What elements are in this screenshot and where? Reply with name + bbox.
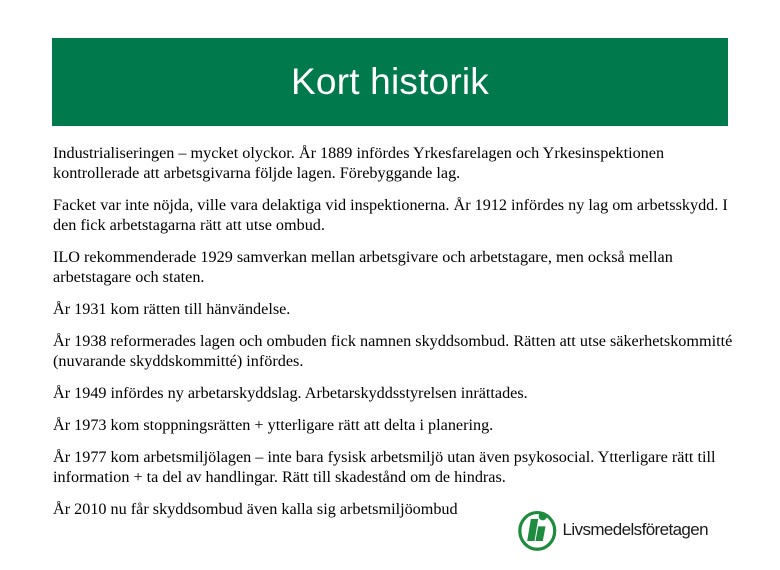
logo-wordmark: Livsmedelsföretagen <box>562 520 708 539</box>
paragraph-1931: År 1931 kom rätten till hänvändelse. <box>53 300 291 318</box>
title-banner <box>52 38 728 126</box>
paragraph-1929: ILO rekommenderade 1929 samverkan mellan arbetsgivare och arbetstagare, men också mellan arbetstagare och staten. <box>53 248 673 286</box>
slide-body <box>53 143 733 531</box>
slide-title: Kort historik <box>291 61 489 102</box>
paragraph-1949: År 1949 infördes ny arbetarskyddslag. Arbetarskyddsstyrelsen inrättades. <box>53 384 528 402</box>
paragraph-1973: År 1973 kom stoppningsrätten + ytterligare rätt att delta i planering. <box>53 416 494 434</box>
paragraph-1977: År 1977 kom arbetsmiljölagen – inte bara fysisk arbetsmiljö utan även psykosocial. Ytterligare rätt till information + ta del av handlingar. Rätt till skadestånd om de hindras. <box>53 448 716 486</box>
livsmedelsforetagen-logo <box>518 505 708 555</box>
paragraph-1912: Facket var inte nöjda, ville vara delaktiga vid inspektionerna. År 1912 infördes ny lag om arbetsskydd. I den fick arbetstagarna rätt att utse ombud. <box>53 196 728 234</box>
paragraph-1938: År 1938 reformerades lagen och ombuden fick namnen skyddsombud. Rätten att utse säkerhetskommitté (nuvarande skyddskommitté) infördes. <box>53 332 733 370</box>
logo-mark-icon <box>518 506 557 554</box>
paragraph-1889: Industrialiseringen – mycket olyckor. År 1889 infördes Yrkesfarelagen och Yrkesinspektionen kontrollerade att arbetsgivarna följde lagen. Förebyggande lag. <box>53 144 665 182</box>
paragraph-2010: År 2010 nu får skyddsombud även kalla sig arbetsmiljöombud <box>53 500 458 518</box>
